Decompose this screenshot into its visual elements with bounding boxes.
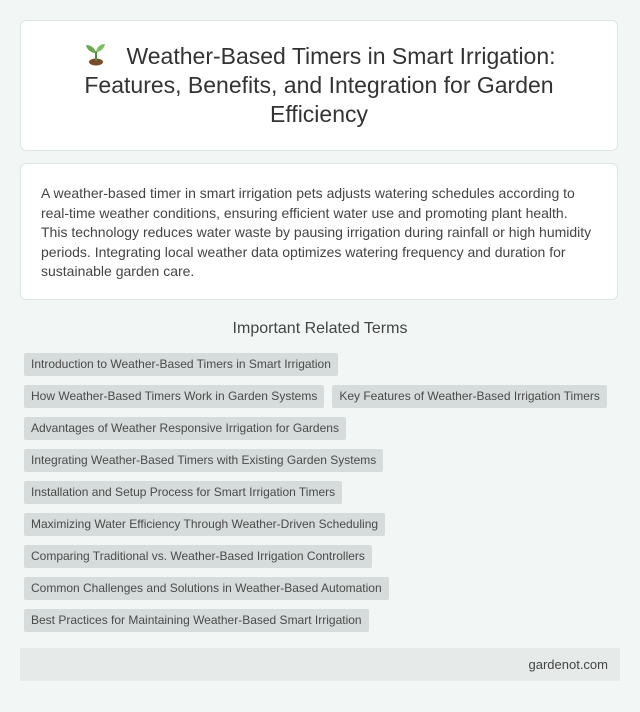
terms-row [24, 481, 618, 504]
term-tag[interactable]: Introduction to Weather-Based Timers in Smart Irrigation [24, 353, 338, 376]
term-tag[interactable]: Key Features of Weather-Based Irrigation Timers [332, 385, 607, 408]
description-text: A weather-based timer in smart irrigation pets adjusts watering schedules according to real-time weather conditions, ensuring efficient water use and promoting plant health. This technology reduces water waste by pausing irrigation during rainfall or high humidity periods. Integrating local weather data optimizes watering frequency and duration for sustainable garden care. [41, 185, 592, 280]
term-tag[interactable]: How Weather-Based Timers Work in Garden Systems [24, 385, 324, 408]
terms-row [24, 353, 618, 376]
page-title [49, 42, 589, 129]
term-tag[interactable]: Common Challenges and Solutions in Weather-Based Automation [24, 577, 389, 600]
sprout-icon [82, 42, 110, 66]
term-tag[interactable]: Best Practices for Maintaining Weather-Based Smart Irrigation [24, 609, 369, 632]
page-title-text: Weather-Based Timers in Smart Irrigation: Features, Benefits, and Integration for Garden Efficiency [84, 43, 556, 127]
terms-row [24, 449, 618, 472]
terms-row [24, 577, 618, 600]
terms-row [24, 385, 618, 408]
footer [20, 648, 620, 681]
terms-row [24, 513, 618, 536]
terms-row [24, 545, 618, 568]
term-tag[interactable]: Advantages of Weather Responsive Irrigation for Gardens [24, 417, 346, 440]
related-terms-list [24, 353, 618, 641]
term-tag[interactable]: Maximizing Water Efficiency Through Weather-Driven Scheduling [24, 513, 385, 536]
term-tag[interactable]: Installation and Setup Process for Smart Irrigation Timers [24, 481, 342, 504]
related-terms-heading: Important Related Terms [232, 320, 408, 337]
title-card [20, 20, 618, 151]
terms-row [24, 609, 618, 632]
description-card [20, 163, 618, 300]
footer-site-link[interactable]: gardenot.com [528, 657, 608, 672]
terms-row [24, 417, 618, 440]
term-tag[interactable]: Comparing Traditional vs. Weather-Based Irrigation Controllers [24, 545, 372, 568]
term-tag[interactable]: Integrating Weather-Based Timers with Existing Garden Systems [24, 449, 383, 472]
